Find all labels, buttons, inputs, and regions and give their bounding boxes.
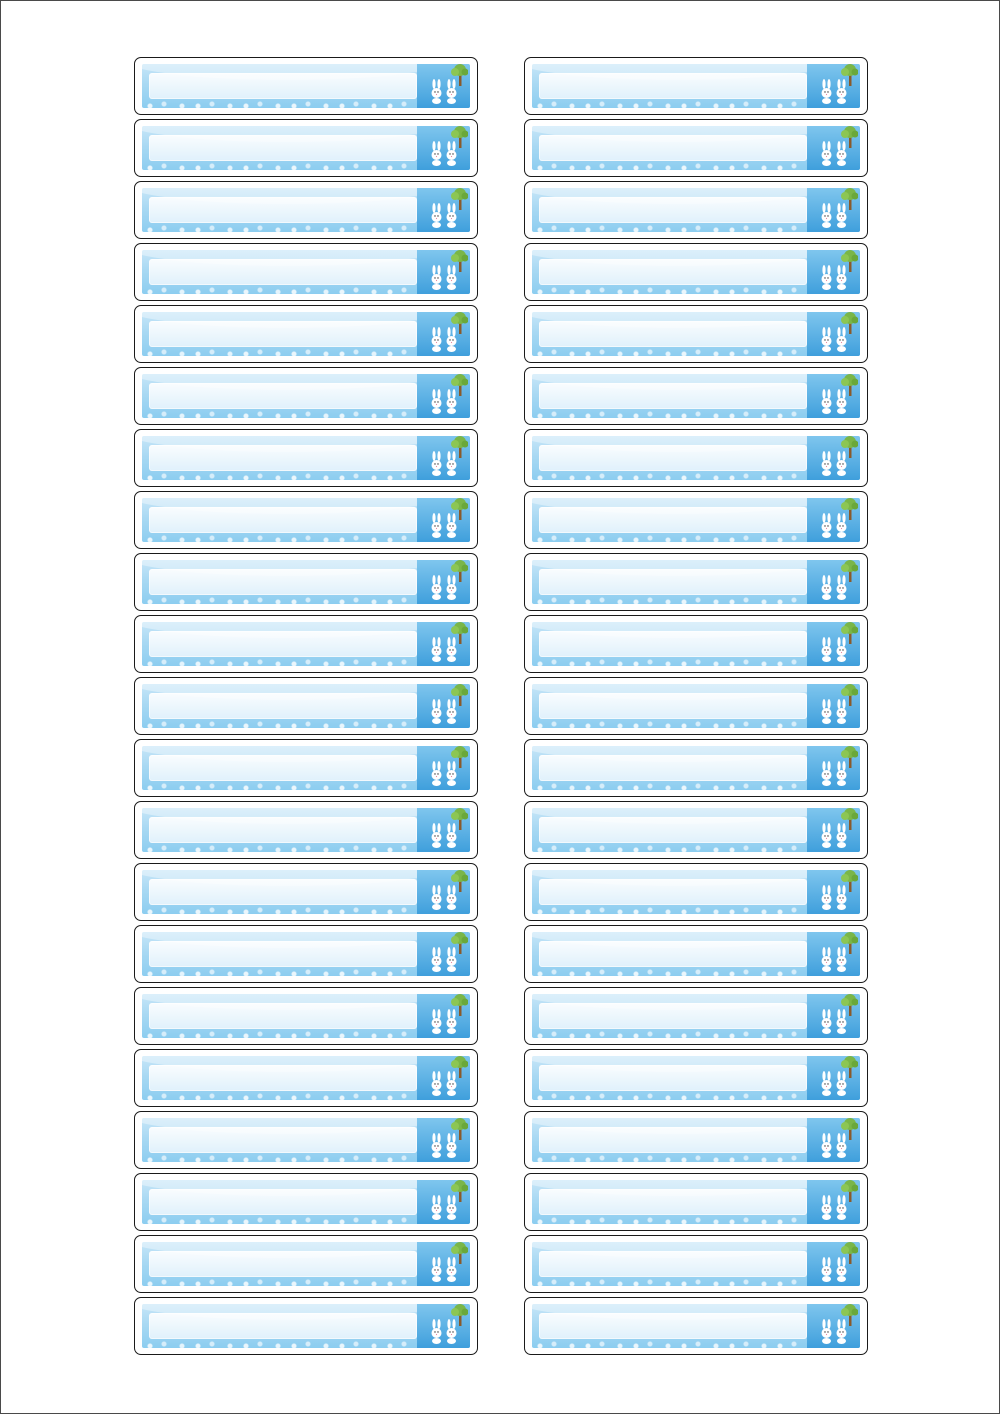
name-label-left-3 xyxy=(134,181,478,239)
name-label-left-21 xyxy=(134,1297,478,1355)
name-label-right-17 xyxy=(524,1049,868,1107)
bunnies-icon xyxy=(429,822,459,848)
bunnies-icon xyxy=(819,388,849,414)
name-label-right-12 xyxy=(524,739,868,797)
bunnies-icon xyxy=(819,822,849,848)
name-label-left-7 xyxy=(134,429,478,487)
name-field[interactable] xyxy=(149,259,417,285)
corner-scene xyxy=(417,1180,470,1224)
label-artwork xyxy=(532,684,860,728)
label-artwork xyxy=(142,374,470,418)
bunnies-icon xyxy=(819,946,849,972)
name-field[interactable] xyxy=(149,73,417,99)
label-artwork xyxy=(532,250,860,294)
name-field[interactable] xyxy=(539,507,807,533)
corner-scene xyxy=(807,498,860,542)
label-artwork xyxy=(142,188,470,232)
corner-scene xyxy=(807,1118,860,1162)
corner-scene xyxy=(417,1118,470,1162)
name-field[interactable] xyxy=(539,569,807,595)
name-field[interactable] xyxy=(539,1127,807,1153)
name-field[interactable] xyxy=(149,941,417,967)
bunnies-icon xyxy=(819,326,849,352)
name-label-left-1 xyxy=(134,57,478,115)
corner-scene xyxy=(807,436,860,480)
name-label-right-8 xyxy=(524,491,868,549)
bunnies-icon xyxy=(819,1132,849,1158)
corner-scene xyxy=(417,1056,470,1100)
corner-scene xyxy=(807,870,860,914)
name-field[interactable] xyxy=(149,197,417,223)
name-label-left-5 xyxy=(134,305,478,363)
name-label-right-14 xyxy=(524,863,868,921)
corner-scene xyxy=(807,994,860,1038)
bunnies-icon xyxy=(429,1070,459,1096)
name-label-right-21 xyxy=(524,1297,868,1355)
name-field[interactable] xyxy=(539,1065,807,1091)
bunnies-icon xyxy=(429,388,459,414)
name-field[interactable] xyxy=(149,445,417,471)
name-field[interactable] xyxy=(149,321,417,347)
corner-scene xyxy=(417,622,470,666)
label-artwork xyxy=(532,1056,860,1100)
name-label-left-12 xyxy=(134,739,478,797)
label-artwork xyxy=(142,498,470,542)
name-field[interactable] xyxy=(539,445,807,471)
name-label-left-10 xyxy=(134,615,478,673)
name-label-left-19 xyxy=(134,1173,478,1231)
label-artwork xyxy=(532,498,860,542)
name-field[interactable] xyxy=(149,1003,417,1029)
corner-scene xyxy=(417,374,470,418)
name-field[interactable] xyxy=(149,507,417,533)
label-artwork xyxy=(142,250,470,294)
name-field[interactable] xyxy=(149,631,417,657)
name-label-right-2 xyxy=(524,119,868,177)
bunnies-icon xyxy=(819,698,849,724)
label-artwork xyxy=(532,436,860,480)
label-artwork xyxy=(142,436,470,480)
bunnies-icon xyxy=(429,884,459,910)
bunnies-icon xyxy=(819,1008,849,1034)
label-artwork xyxy=(142,312,470,356)
name-label-left-16 xyxy=(134,987,478,1045)
name-label-right-10 xyxy=(524,615,868,673)
name-label-right-13 xyxy=(524,801,868,859)
name-field[interactable] xyxy=(149,1251,417,1277)
name-label-right-18 xyxy=(524,1111,868,1169)
corner-scene xyxy=(417,250,470,294)
bunnies-icon xyxy=(819,760,849,786)
bunnies-icon xyxy=(819,512,849,538)
label-artwork xyxy=(532,188,860,232)
bunnies-icon xyxy=(819,202,849,228)
label-artwork xyxy=(142,1242,470,1286)
bunnies-icon xyxy=(429,202,459,228)
label-artwork xyxy=(532,808,860,852)
label-artwork xyxy=(142,560,470,604)
bunnies-icon xyxy=(819,1256,849,1282)
corner-scene xyxy=(807,312,860,356)
corner-scene xyxy=(807,188,860,232)
label-artwork xyxy=(532,1242,860,1286)
name-label-left-6 xyxy=(134,367,478,425)
label-artwork xyxy=(142,684,470,728)
corner-scene xyxy=(417,746,470,790)
name-field[interactable] xyxy=(539,817,807,843)
label-artwork xyxy=(142,1118,470,1162)
label-artwork xyxy=(142,64,470,108)
corner-scene xyxy=(807,622,860,666)
corner-scene xyxy=(807,250,860,294)
bunnies-icon xyxy=(429,1318,459,1344)
name-label-left-8 xyxy=(134,491,478,549)
bunnies-icon xyxy=(429,78,459,104)
name-label-right-5 xyxy=(524,305,868,363)
name-label-left-2 xyxy=(134,119,478,177)
name-field[interactable] xyxy=(149,1127,417,1153)
corner-scene xyxy=(417,684,470,728)
name-field[interactable] xyxy=(539,1003,807,1029)
label-artwork xyxy=(142,746,470,790)
label-artwork xyxy=(532,64,860,108)
name-label-right-9 xyxy=(524,553,868,611)
bunnies-icon xyxy=(819,140,849,166)
bunnies-icon xyxy=(429,1256,459,1282)
corner-scene xyxy=(417,436,470,480)
bunnies-icon xyxy=(819,78,849,104)
corner-scene xyxy=(807,808,860,852)
label-artwork xyxy=(532,374,860,418)
name-field[interactable] xyxy=(149,1313,417,1339)
name-field[interactable] xyxy=(149,1189,417,1215)
corner-scene xyxy=(807,746,860,790)
name-label-right-6 xyxy=(524,367,868,425)
name-label-right-16 xyxy=(524,987,868,1045)
name-field[interactable] xyxy=(539,383,807,409)
bunnies-icon xyxy=(429,698,459,724)
corner-scene xyxy=(417,560,470,604)
label-artwork xyxy=(532,1180,860,1224)
corner-scene xyxy=(807,1056,860,1100)
corner-scene xyxy=(417,1304,470,1348)
corner-scene xyxy=(417,64,470,108)
name-label-right-15 xyxy=(524,925,868,983)
corner-scene xyxy=(807,932,860,976)
bunnies-icon xyxy=(819,264,849,290)
name-label-left-17 xyxy=(134,1049,478,1107)
bunnies-icon xyxy=(429,1008,459,1034)
label-artwork xyxy=(142,870,470,914)
label-artwork xyxy=(532,312,860,356)
corner-scene xyxy=(417,808,470,852)
name-label-left-13 xyxy=(134,801,478,859)
name-field[interactable] xyxy=(539,1313,807,1339)
name-label-left-18 xyxy=(134,1111,478,1169)
bunnies-icon xyxy=(429,450,459,476)
corner-scene xyxy=(807,126,860,170)
bunnies-icon xyxy=(819,884,849,910)
name-field[interactable] xyxy=(539,321,807,347)
name-label-right-3 xyxy=(524,181,868,239)
corner-scene xyxy=(417,188,470,232)
name-label-left-14 xyxy=(134,863,478,921)
label-artwork xyxy=(532,560,860,604)
label-artwork xyxy=(532,746,860,790)
label-artwork xyxy=(142,622,470,666)
corner-scene xyxy=(807,1242,860,1286)
name-field[interactable] xyxy=(539,631,807,657)
label-artwork xyxy=(142,1304,470,1348)
label-artwork xyxy=(142,1180,470,1224)
bunnies-icon xyxy=(819,1318,849,1344)
name-field[interactable] xyxy=(149,879,417,905)
corner-scene xyxy=(417,312,470,356)
name-field[interactable] xyxy=(149,817,417,843)
name-field[interactable] xyxy=(539,755,807,781)
name-field[interactable] xyxy=(149,1065,417,1091)
corner-scene xyxy=(807,64,860,108)
name-field[interactable] xyxy=(539,693,807,719)
corner-scene xyxy=(807,560,860,604)
name-label-right-4 xyxy=(524,243,868,301)
label-artwork xyxy=(532,932,860,976)
bunnies-icon xyxy=(429,946,459,972)
name-field[interactable] xyxy=(539,879,807,905)
corner-scene xyxy=(807,1180,860,1224)
bunnies-icon xyxy=(429,574,459,600)
corner-scene xyxy=(417,870,470,914)
name-label-right-11 xyxy=(524,677,868,735)
bunnies-icon xyxy=(429,636,459,662)
bunnies-icon xyxy=(819,574,849,600)
label-column-right xyxy=(524,57,868,1359)
label-artwork xyxy=(532,622,860,666)
bunnies-icon xyxy=(429,326,459,352)
name-field[interactable] xyxy=(149,135,417,161)
bunnies-icon xyxy=(429,1132,459,1158)
name-field[interactable] xyxy=(149,383,417,409)
bunnies-icon xyxy=(819,636,849,662)
name-label-left-20 xyxy=(134,1235,478,1293)
label-artwork xyxy=(532,870,860,914)
bunnies-icon xyxy=(819,450,849,476)
name-field[interactable] xyxy=(539,941,807,967)
label-artwork xyxy=(142,126,470,170)
name-field[interactable] xyxy=(149,569,417,595)
label-column-left xyxy=(134,57,478,1359)
label-artwork xyxy=(142,932,470,976)
corner-scene xyxy=(807,1304,860,1348)
bunnies-icon xyxy=(429,264,459,290)
bunnies-icon xyxy=(819,1070,849,1096)
label-artwork xyxy=(142,808,470,852)
label-artwork xyxy=(532,1118,860,1162)
bunnies-icon xyxy=(429,1194,459,1220)
label-artwork xyxy=(532,126,860,170)
name-field[interactable] xyxy=(149,693,417,719)
corner-scene xyxy=(807,684,860,728)
label-artwork xyxy=(142,1056,470,1100)
name-label-left-4 xyxy=(134,243,478,301)
name-field[interactable] xyxy=(539,135,807,161)
name-label-right-19 xyxy=(524,1173,868,1231)
corner-scene xyxy=(417,932,470,976)
name-field[interactable] xyxy=(149,755,417,781)
label-artwork xyxy=(532,994,860,1038)
bunnies-icon xyxy=(429,140,459,166)
corner-scene xyxy=(417,1242,470,1286)
name-label-right-7 xyxy=(524,429,868,487)
corner-scene xyxy=(807,374,860,418)
label-artwork xyxy=(142,994,470,1038)
name-field[interactable] xyxy=(539,73,807,99)
name-field[interactable] xyxy=(539,259,807,285)
corner-scene xyxy=(417,994,470,1038)
corner-scene xyxy=(417,126,470,170)
bunnies-icon xyxy=(429,512,459,538)
bunnies-icon xyxy=(429,760,459,786)
name-label-right-20 xyxy=(524,1235,868,1293)
name-field[interactable] xyxy=(539,1189,807,1215)
name-field[interactable] xyxy=(539,1251,807,1277)
name-label-left-11 xyxy=(134,677,478,735)
corner-scene xyxy=(417,498,470,542)
name-field[interactable] xyxy=(539,197,807,223)
name-label-right-1 xyxy=(524,57,868,115)
name-label-left-9 xyxy=(134,553,478,611)
label-artwork xyxy=(532,1304,860,1348)
name-label-left-15 xyxy=(134,925,478,983)
bunnies-icon xyxy=(819,1194,849,1220)
